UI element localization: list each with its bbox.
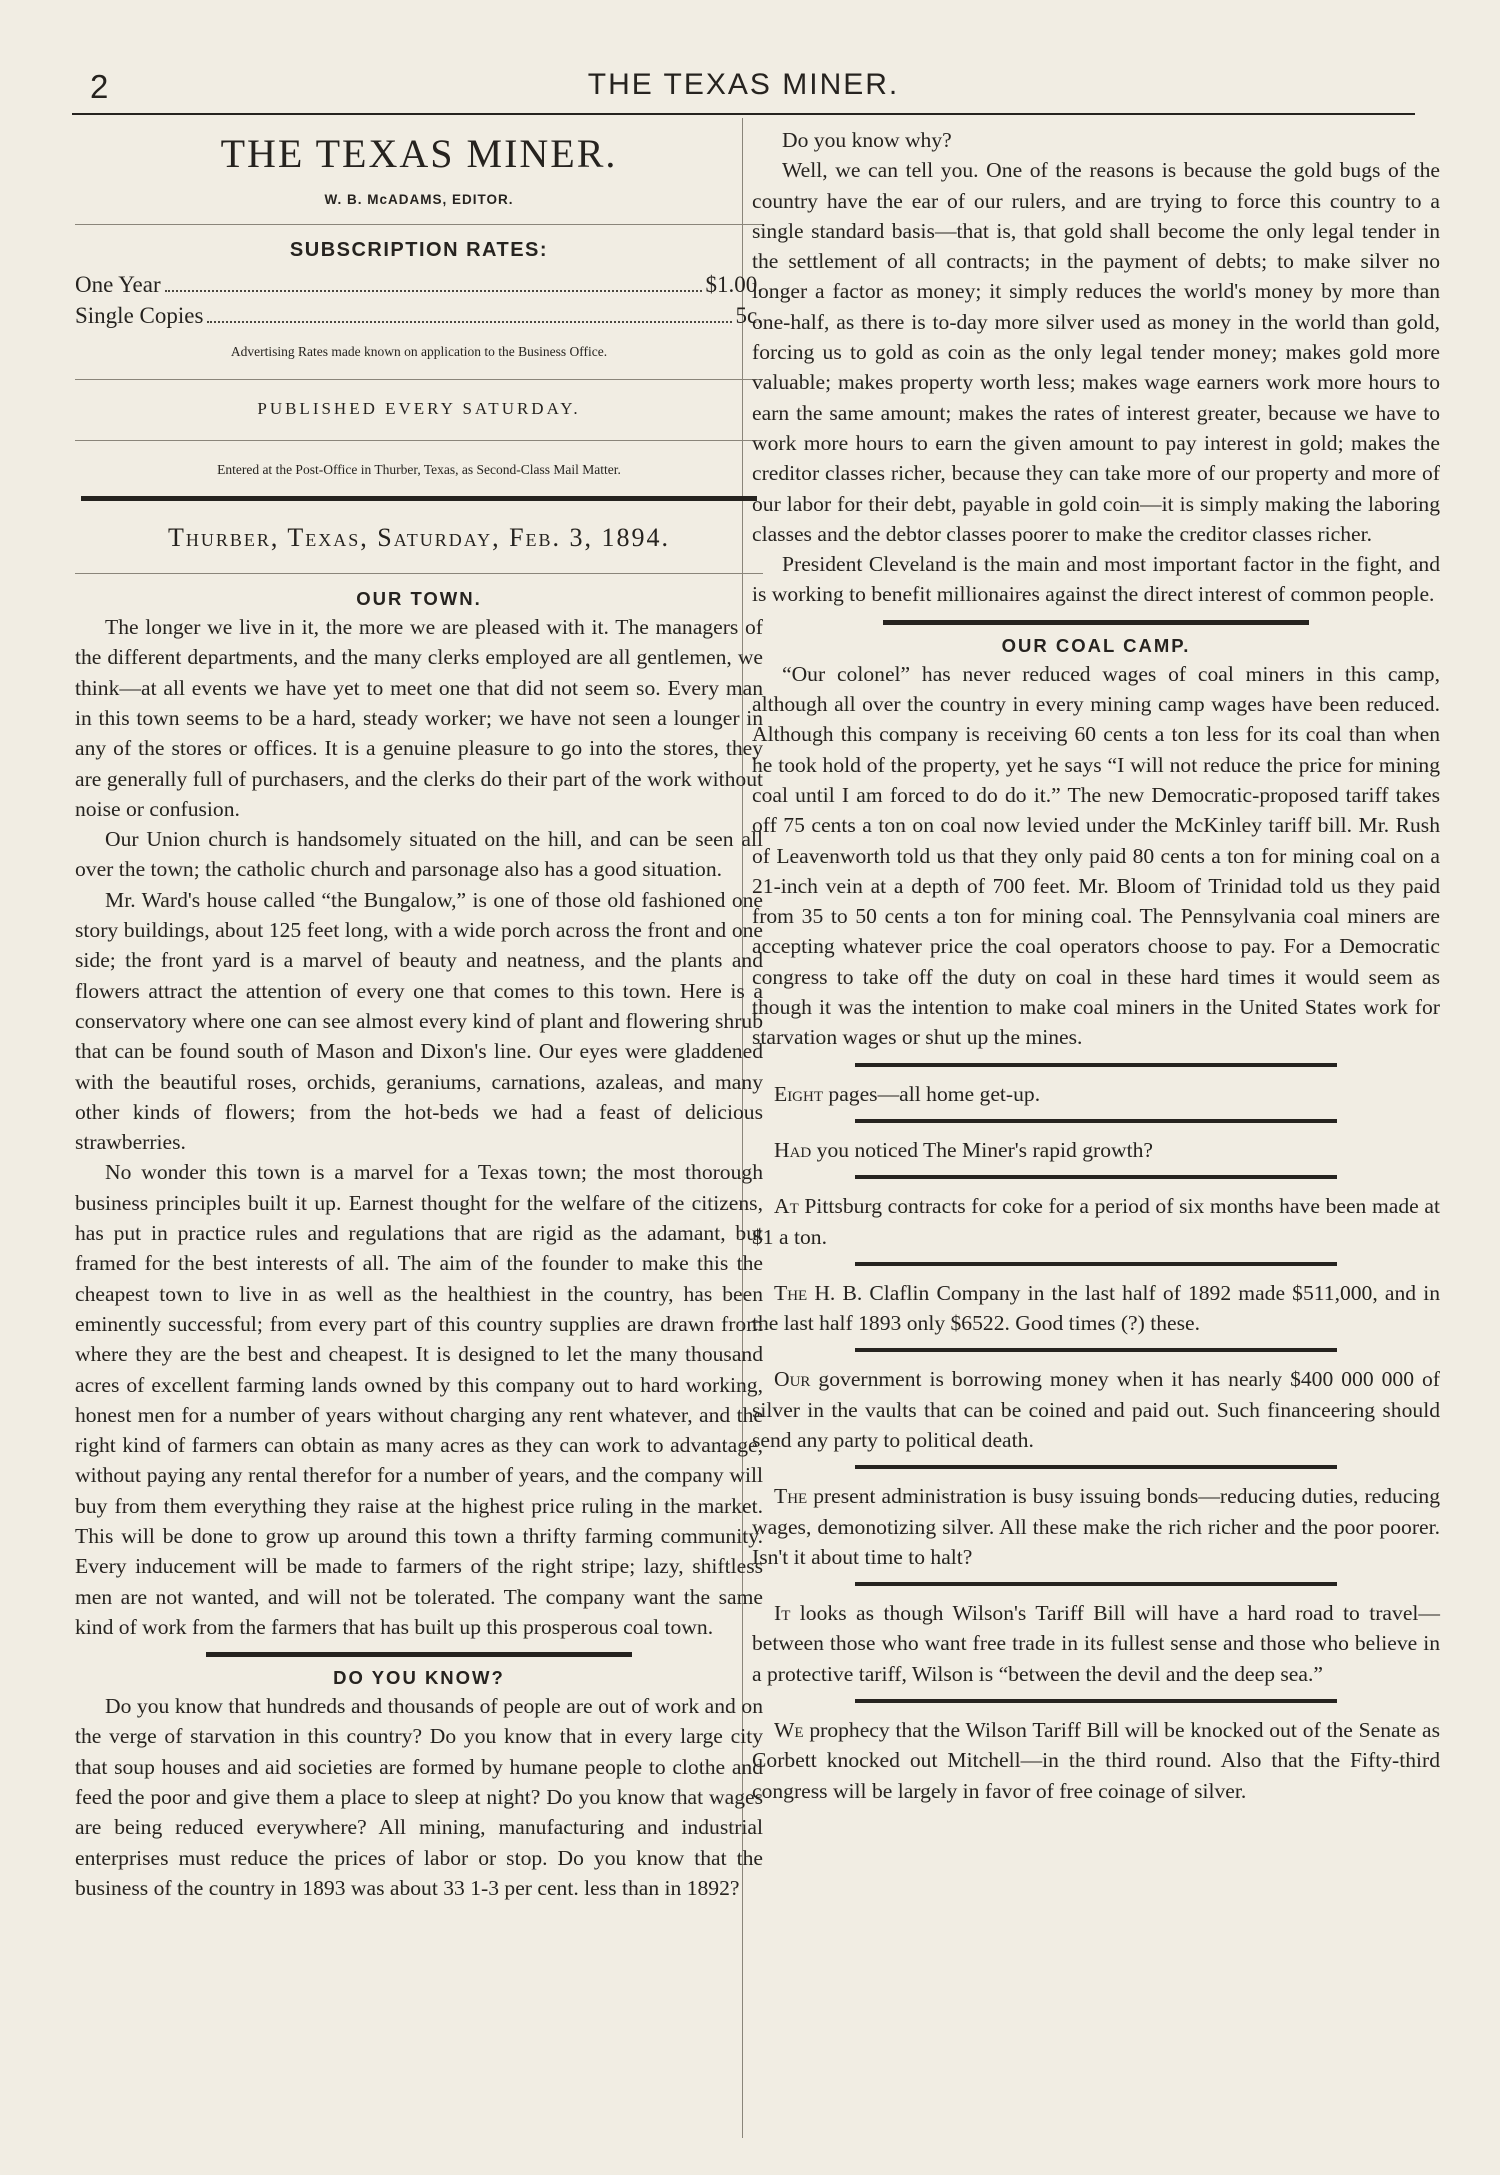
- brief-item: [752, 1135, 1440, 1165]
- brief-item: [752, 1079, 1440, 1109]
- masthead: [75, 131, 763, 574]
- brief-rule: [855, 1699, 1337, 1703]
- heavy-rule: [81, 496, 757, 501]
- divider: [75, 573, 763, 574]
- section-rule: [206, 1652, 633, 1657]
- brief-text: present administration is busy issuing bonds—reducing duties, reducing wages, demonotizing silver. All these make the rich richer and the poor poorer. Isn't it about time to halt?: [752, 1484, 1440, 1569]
- brief-rule: [855, 1582, 1337, 1586]
- brief-text: Pittsburg contracts for coke for a period of six months have been made at $1 a ton.: [752, 1194, 1440, 1249]
- brief-rule: [855, 1262, 1337, 1266]
- brief-text: government is borrowing money when it has nearly $400 000 000 of silver in the vaults that can be coined and paid out. Such financeering should send any party to political death.: [752, 1367, 1440, 1452]
- right-column: [752, 125, 1440, 1806]
- brief-lead: The: [774, 1484, 808, 1509]
- brief-lead: Had: [774, 1137, 812, 1162]
- brief-rule: [855, 1175, 1337, 1179]
- header-rule: [72, 113, 1415, 115]
- rate-label: Single Copies: [75, 302, 204, 328]
- rate-label: One Year: [75, 271, 161, 297]
- rate-price: $1.00.: [705, 271, 763, 297]
- article-paragraph: Do you know why?: [782, 128, 952, 152]
- section-heading-our-coal-camp: OUR COAL CAMP.: [1001, 634, 1191, 656]
- brief-item: [752, 1364, 1440, 1455]
- rate-price: 5c.: [735, 302, 763, 328]
- dot-leader: [207, 321, 731, 323]
- divider: [75, 224, 763, 225]
- brief-item: [752, 1481, 1440, 1572]
- running-title: THE TEXAS MINER.: [587, 68, 900, 101]
- brief-item: [752, 1715, 1440, 1806]
- article-paragraph: “Our colonel” has never reduced wages of coal miners in this camp, although all over the country in every mining camp wages have been reduced. Although this company is receiving 60 cents a ton less for its coal than when he took hold of the property, yet he says “I will not reduce the price for mining coal until I am forced to do do it.” The new Democratic-proposed tariff takes off 75 cents a ton on coal now levied under the McKinley tariff bill. Mr. Rush of Leavenworth told us that they only paid 80 cents a ton for mining coal on a 21-inch vein at a depth of 700 feet. Mr. Bloom of Trinidad told us they paid from 35 to 50 cents a ton for mining coal. The Pennsylvania coal miners are accepting whatever price the coal operators choose to pay. For a Democratic congress to take off the duty on coal in these hard times it would seem as though it was the intention to make coal miners in the United States work for starvation wages or shut up the mines.: [752, 661, 1440, 1050]
- brief-text: pages—all home get-up.: [823, 1081, 1041, 1106]
- rate-row: [75, 269, 763, 300]
- brief-rule: [855, 1119, 1337, 1123]
- brief-rule: [855, 1063, 1337, 1067]
- left-column: [75, 125, 763, 1903]
- brief-item: [752, 1191, 1440, 1252]
- brief-text: you noticed The Miner's rapid growth?: [811, 1137, 1153, 1162]
- brief-text: prophecy that the Wilson Tariff Bill will be knocked out of the Senate as Corbett knocked out Mitchell—in the third round. Also that the Fifty-third congress will be largely in favor of free coinage of silver.: [752, 1718, 1440, 1803]
- article-paragraph: Do you know that hundreds and thousands of people are out of work and on the verge of starvation in this country? Do you know that in every large city that soup houses and aid societies are formed by humane people to clothe and feed the poor and give them a place to sleep at night? Do you know that wages are being reduced everywhere? All mining, manufacturing and industrial enterprises must reduce the prices of labor or stop. Do you know that the business of the country in 1893 was about 33 1-3 per cent. less than in 1892?: [75, 1694, 763, 1900]
- brief-rule: [855, 1465, 1337, 1469]
- brief-text: H. B. Claflin Company in the last half of 1892 made $511,000, and in the last half 1893 only $6522. Good times (?) these.: [752, 1280, 1440, 1336]
- page-number: 2: [90, 68, 109, 105]
- divider: [75, 440, 763, 441]
- article-paragraph: The longer we live in it, the more we are pleased with it. The managers of the different departments, and the many clerks employed are all gentlemen, we think—at all events we have yet to meet one that did not seem so. Every man in this town seems to be a hard, steady worker; we have not seen a lounger in any of the stores or offices. It is a genuine pleasure to go into the stores, they are generally full of purchasers, and the clerks do their part of the work without noise or confusion.: [75, 615, 763, 821]
- published-line: PUBLISHED EVERY SATURDAY.: [257, 399, 581, 419]
- brief-lead: The: [774, 1280, 808, 1305]
- section-rule: [883, 620, 1310, 625]
- article-paragraph: President Cleveland is the main and most important factor in the fight, and is working to benefit millionaires against the direct interest of common people.: [752, 552, 1440, 607]
- brief-lead: Our: [774, 1367, 811, 1392]
- article-paragraph: Our Union church is handsomely situated on the hill, and can be seen all over the town; the catholic church and parsonage also has a good situation.: [75, 827, 763, 882]
- subscription-heading: SUBSCRIPTION RATES:: [289, 238, 549, 261]
- divider: [75, 379, 763, 380]
- brief-lead: It: [774, 1601, 791, 1626]
- dot-leader: [165, 290, 702, 292]
- brief-item: [752, 1598, 1440, 1689]
- article-paragraph: Mr. Ward's house called “the Bungalow,” is one of those old fashioned one story buildings, about 125 feet long, with a wide porch across the front and one side; the front yard is a marvel of beauty and neatness, and the plants and flowers attract the attention of every one that comes to this town. Here is a conservatory where one can see almost every kind of plant and flowering shrub that can be found south of Mason and Dixon's line. Our eyes were gladdened with the beautiful roses, orchids, geraniums, carnations, azaleas, and many other kinds of flowers; from the hot-beds we had a feast of delicious strawberries.: [75, 887, 763, 1155]
- brief-lead: At: [774, 1194, 799, 1219]
- article-paragraph: Well, we can tell you. One of the reasons is because the gold bugs of the country have the ear of our rulers, and are trying to force this country to a single standard basis—that is, that gold shall become the only legal tender in the settlement of all contracts; in the payment of debts; to make silver no longer a factor as money; it simply reduces the world's money by more than one-half, as there is to-day more silver used as money in the world than gold, forcing us to gold as coin as the only legal tender money; makes gold more valuable; makes property worth less; makes wage earners work more hours to earn the same amount; makes the rates of interest greater, because we have to work more hours to earn the given amount to pay interest in gold; makes the creditor classes richer, because they can take more of our property and more of our labor for their debt, payable in gold coin—it is simply making the laboring classes and the debtor classes poorer to make the creditor classes richer.: [752, 158, 1440, 546]
- brief-text: looks as though Wilson's Tariff Bill will have a hard road to travel—between those who want free trade in its fullest sense and those who believe in a protective tariff, Wilson is “between the devil and the deep sea.”: [752, 1601, 1440, 1686]
- advertising-note: Advertising Rates made known on application to the Business Office.: [230, 343, 608, 359]
- article-paragraph: No wonder this town is a marvel for a Texas town; the most thorough business principles built it up. Earnest thought for the welfare of the citizens, has put in practice rules and regulations that are rigid as the adamant, but framed for the best interests of all. The aim of the founder to make this the cheapest town to live in as well as the healthiest in the country, has been eminently successful; from every part of this country supplies are drawn from where they are the best and cheapest. It is designed to let the many thousand acres of excellent farming lands owned by this company out to hard working, honest men for a number of years without charging any rent whatever, and the right kind of farmers can obtain as many acres as they can work to advantage, without paying any rental therefor for a number of years, and the company will buy from them everything they raise at the highest price ruling in the market. This will be done to grow up around this town a thrifty farming community. Every inducement will be made to farmers of the right stripe; lazy, shiftless men are not wanted, and will not be tolerated. The company want the same kind of work from the farmers that has built up this prosperous coal town.: [75, 1160, 763, 1639]
- running-head: [72, 66, 1415, 114]
- section-heading-do-you-know: DO YOU KNOW?: [333, 1667, 505, 1689]
- brief-rule: [855, 1348, 1337, 1352]
- editor-line: W. B. McADAMS, EDITOR.: [324, 192, 514, 208]
- brief-lead: Eight: [774, 1081, 824, 1106]
- rate-row: [75, 300, 763, 331]
- brief-item: [752, 1278, 1440, 1339]
- entered-line: Entered at the Post-Office in Thurber, Texas, as Second-Class Mail Matter.: [217, 462, 621, 478]
- dateline: Thurber, Texas, Saturday, Feb. 3, 1894.: [167, 522, 671, 552]
- section-heading-our-town: OUR TOWN.: [356, 588, 482, 610]
- masthead-title: THE TEXAS MINER.: [220, 131, 618, 176]
- brief-lead: We: [774, 1718, 804, 1743]
